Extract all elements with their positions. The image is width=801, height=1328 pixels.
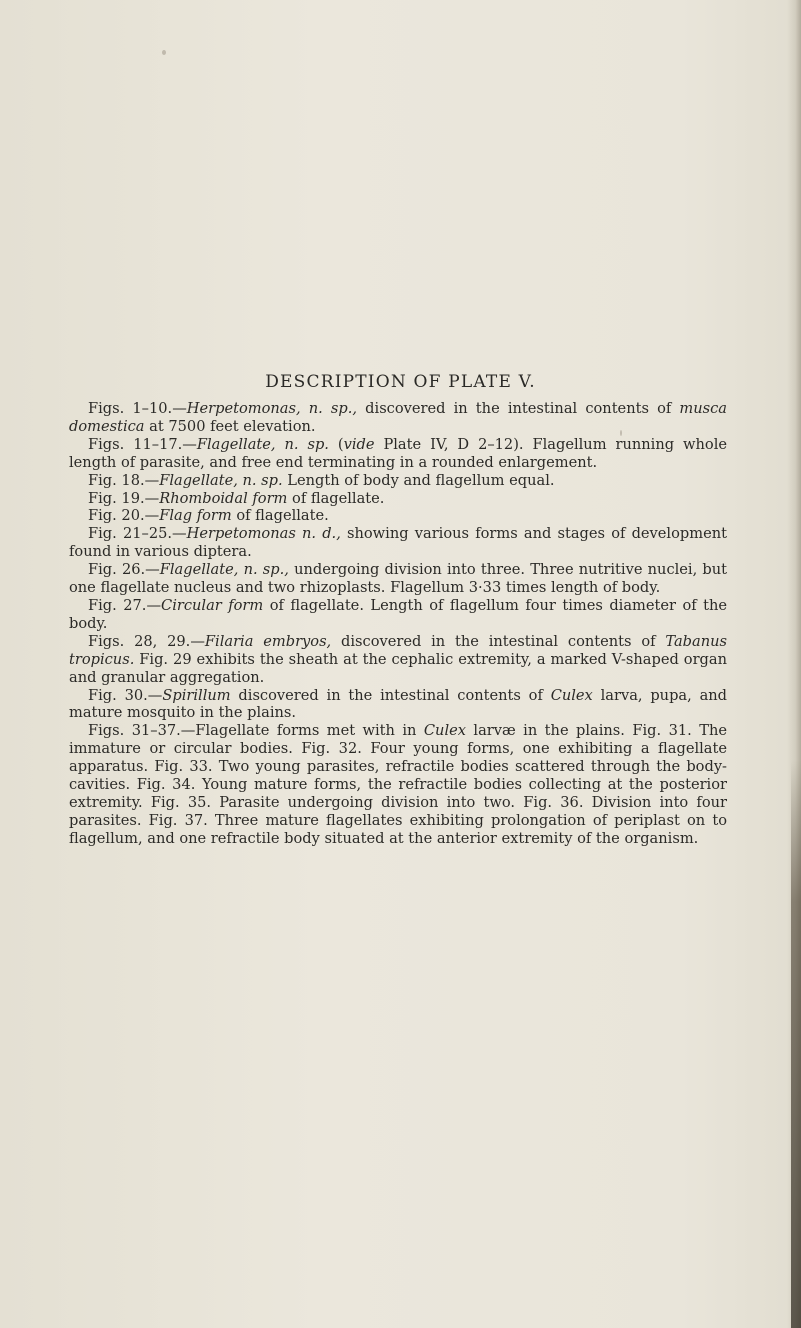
paragraph: Fig. 21–25.—Herpetomonas n. d., showing various forms and stages of development found in various diptera. (69, 525, 727, 561)
paragraph: Fig. 30.—Spirillum discovered in the intestinal contents of Culex larva, pupa, and mature mosquito in the plains. (69, 686, 728, 722)
paragraph: Fig. 20.—Flag form of flagellate. (88, 507, 329, 525)
binding-edge (791, 760, 801, 1328)
plate-description-body (69, 400, 727, 848)
paragraph: Fig. 27.—Circular form of flagellate. Length of flagellum four times diameter of the body. (69, 596, 727, 632)
paragraph: Fig. 19.—Rhomboidal form of flagellate. (88, 489, 385, 507)
paragraph: Fig. 26.—Flagellate, n. sp., undergoing division into three. Three nutritive nuclei, but one flagellate nucleus and two rhizoplasts. Flagellum 3·33 times length of body. (69, 561, 728, 597)
paragraph: Figs. 1–10.—Herpetomonas, n. sp., discovered in the intestinal contents of musca domestica at 7500 feet elevation. (69, 400, 728, 435)
paper-spot (162, 50, 166, 55)
paragraph: Figs. 28, 29.—Filaria embryos, discovered in the intestinal contents of Tabanus tropicus. Fig. 29 exhibits the sheath at the cephalic extremity, a marked V-shaped organ and granular aggregation. (69, 632, 727, 686)
paragraph: Fig. 18.—Flagellate, n. sp. Length of body and flagellum equal. (88, 471, 555, 489)
plate-description-title: DESCRIPTION OF PLATE V. (265, 372, 536, 392)
paragraph: Figs. 31–37.—Flagellate forms met with in Culex larvæ in the plains. Fig. 31. The immature or circular bodies. Fig. 32. Four young forms, one exhibiting a flagellate apparatus. Fig. 33. Two young parasites, refractile bodies scattered through the body-cavities. Fig. 34. Young mature forms, the refractile bodies collecting at the posterior extremity. Fig. 35. Parasite undergoing division into two. Fig. 36. Division into four parasites. Fig. 37. Three mature flagellates exhibiting prolongation of periplast on to flagellum, and one refractile body situated at the anterior extremity of the organism. (69, 722, 727, 847)
paragraph: Figs. 11–17.—Flagellate, n. sp. (vide Plate IV, D 2–12). Flagellum running whole length of parasite, and free end terminating in a rounded enlargement. (69, 435, 728, 471)
